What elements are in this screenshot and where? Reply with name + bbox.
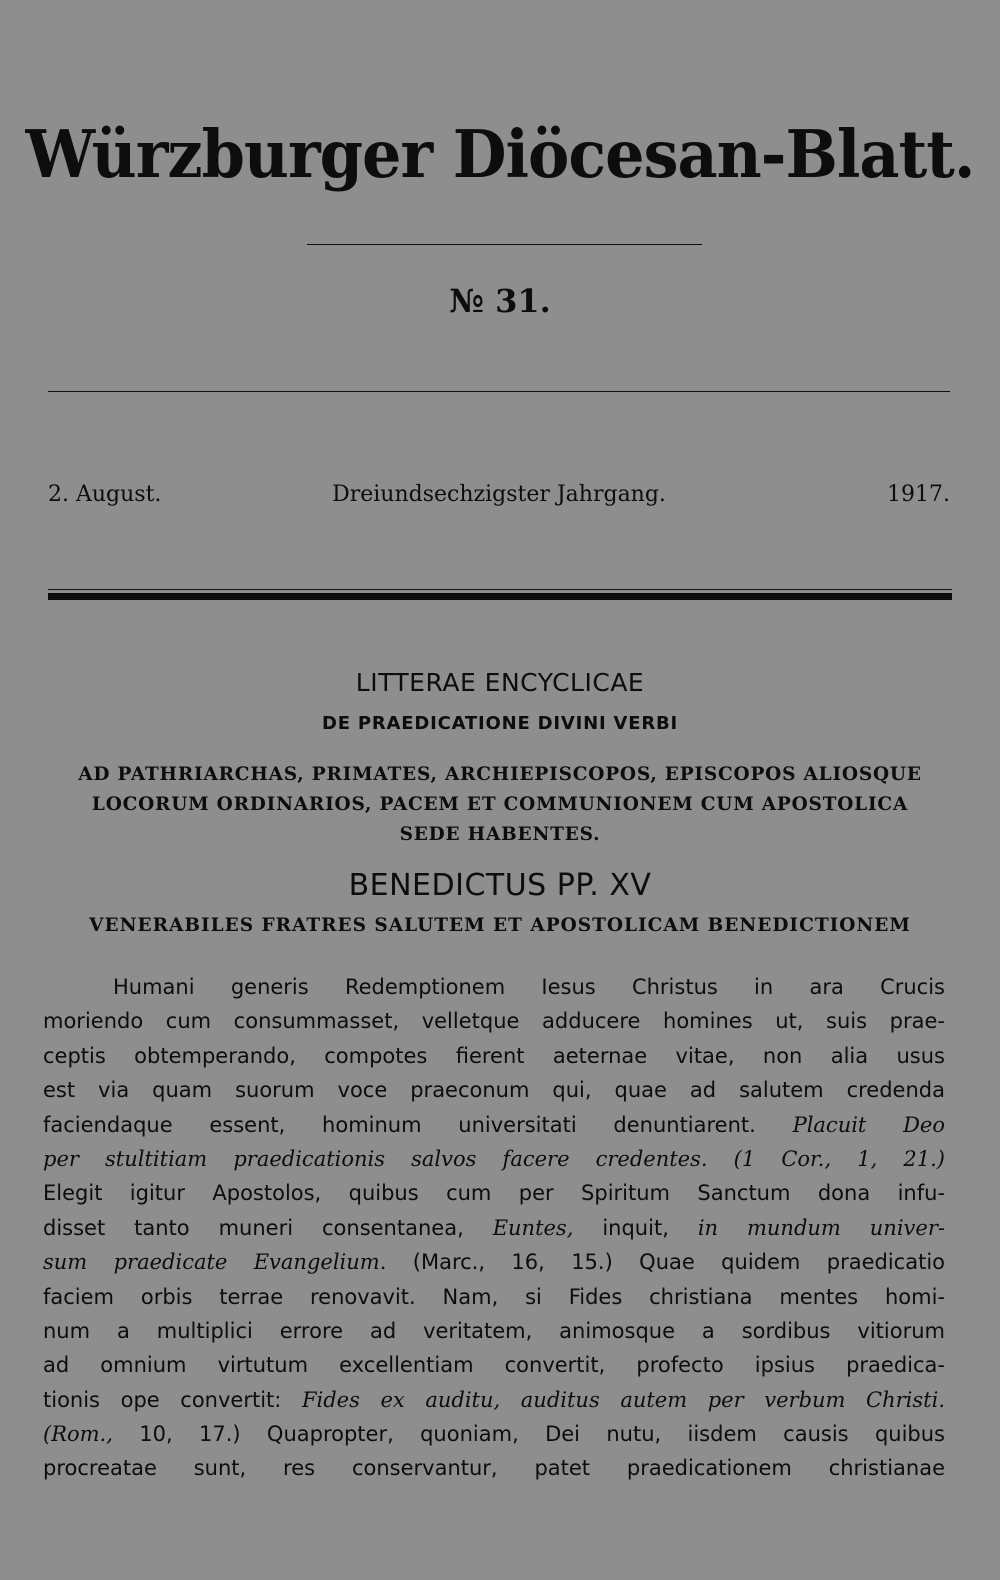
body-line	[43, 1280, 945, 1314]
masthead-title: Würzburger Diöcesan-Blatt.	[25, 116, 975, 193]
body-text-segment: Fides ex auditu, auditus autem per verbum Christi.	[301, 1387, 945, 1412]
body-text-segment: Placuit Deo	[792, 1112, 946, 1137]
divider-long	[48, 391, 950, 392]
body-line	[43, 1073, 945, 1107]
salutation: VENERABILES FRATRES SALUTEM ET APOSTOLICAM BENEDICTIONEM	[89, 915, 911, 936]
body-text-segment: faciendaque essent, hominum universitati denuntiarent.	[43, 1112, 793, 1137]
divider-short	[307, 244, 702, 245]
body-line	[43, 970, 945, 1004]
body-line	[43, 1348, 945, 1382]
body-text-segment: Humani generis Redemptionem Iesus Christus in ara Crucis	[113, 975, 945, 999]
body-text-segment: (Marc., 16, 15.) Quae quidem praedicatio	[386, 1250, 945, 1275]
body-line	[43, 1176, 945, 1210]
body-line	[43, 1039, 945, 1073]
body-line	[43, 1004, 945, 1038]
divider-double-thin	[48, 589, 952, 590]
body-text-segment: ceptis obtemperando, compotes fierent aeternae vitae, non alia usus	[43, 1043, 945, 1068]
body-text-segment: inquit,	[573, 1215, 698, 1240]
addressees-line-2: LOCORUM ORDINARIOS, PACEM ET COMMUNIONEM CUM APOSTOLICA	[91, 794, 909, 815]
body-line	[43, 1314, 945, 1348]
body-line	[43, 1383, 945, 1417]
body-line	[43, 1211, 945, 1245]
body-text-segment: Elegit igitur Apostolos, quibus cum per Spiritum Sanctum dona infu-	[43, 1181, 945, 1206]
body-line	[43, 1245, 945, 1279]
body-line	[43, 1142, 945, 1176]
addressees-line-1: AD PATHRIARCHAS, PRIMATES, ARCHIEPISCOPOS, EPISCOPOS ALIOSQUE	[78, 764, 922, 785]
body-text-segment: ad omnium virtutum excellentiam convertit, profecto ipsius praedica-	[43, 1353, 945, 1378]
body-text-segment: moriendo cum consummasset, velletque adducere homines ut, suis prae-	[43, 1009, 945, 1034]
volume-label: Dreiundsechzigster Jahrgang.	[332, 482, 666, 507]
issue-number: № 31.	[449, 282, 551, 320]
article-title: LITTERAE ENCYCLICAE	[355, 668, 645, 697]
body-text-segment: faciem orbis terrae renovavit. Nam, si Fides christiana mentes homi-	[43, 1284, 945, 1309]
body-text-segment: per stultitiam praedicationis salvos facere credentes. (1 Cor., 1, 21.)	[43, 1146, 945, 1171]
body-text-segment: Euntes,	[492, 1215, 574, 1240]
issue-date: 2. August.	[48, 482, 162, 507]
body-text-segment: (Rom.,	[43, 1422, 113, 1447]
body-text-segment: num a multiplici errore ad veritatem, animosque a sordibus vitiorum	[43, 1318, 945, 1343]
encyclical-body	[43, 970, 945, 1486]
issue-year: 1917.	[887, 482, 950, 507]
body-text-segment: disset tanto muneri consentanea,	[43, 1215, 493, 1240]
body-line	[43, 1417, 945, 1451]
article-subtitle: DE PRAEDICATIONE DIVINI VERBI	[321, 713, 679, 734]
body-line	[43, 1451, 945, 1485]
body-text-segment: tionis ope convertit:	[43, 1387, 302, 1412]
body-text-segment: 10, 17.) Quapropter, quoniam, Dei nutu, iisdem causis quibus	[112, 1422, 945, 1447]
body-line	[43, 1108, 945, 1142]
body-text-segment: est via quam suorum voce praeconum qui, quae ad salutem credenda	[43, 1078, 945, 1103]
body-text-segment: sum praedicate Evangelium.	[43, 1250, 387, 1275]
addressees	[40, 760, 960, 850]
body-text-segment: in mundum univer-	[697, 1215, 945, 1240]
divider-double-thick	[48, 593, 952, 600]
body-text-segment: procreatae sunt, res conservantur, patet praedicationem christianae	[43, 1456, 945, 1481]
pope-name: BENEDICTUS PP. XV	[348, 868, 652, 903]
addressees-line-3: SEDE HABENTES.	[399, 824, 601, 845]
